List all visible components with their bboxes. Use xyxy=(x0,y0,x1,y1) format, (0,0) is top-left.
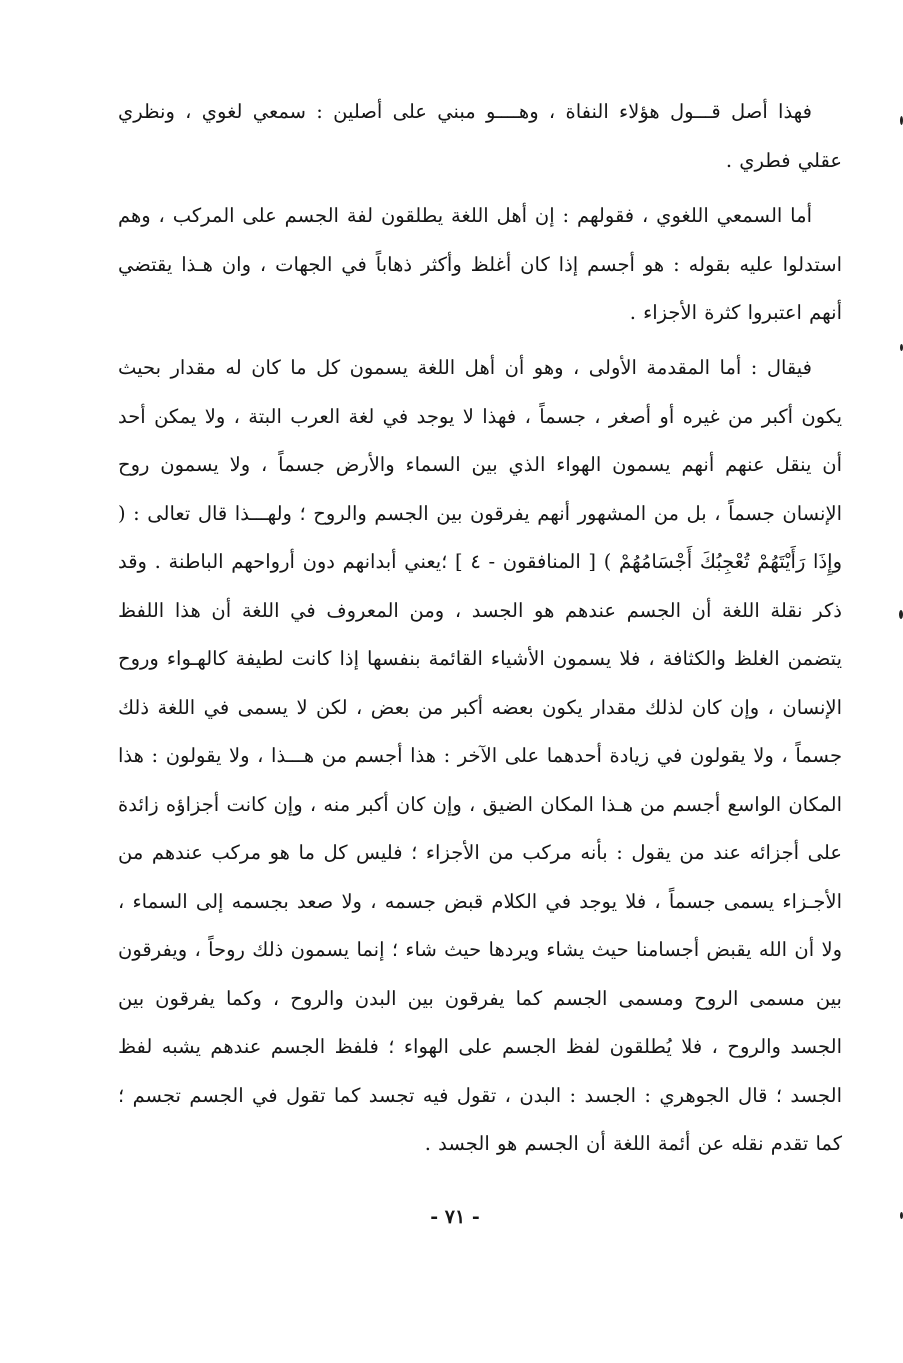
paragraph-2 xyxy=(118,192,842,338)
paragraph-text: فيقال : أما المقدمة الأولى ، وهو أن أهل اللغة يسمون كل ما كان له مقدار بحيث يكون أكبر من غيره أو أصغر ، جسماً ، فهذا لا يوجد في لغة العرب البتة ، ولا يمكن أحد أن ينقل عنهم أنهم يسمون الهواء الذي بين السماء والأرض جسماً ، ولا يسمون روح الإنسان جسماً ، بل من المشهور أنهم يفرقون بين الجسم والروح ؛ ولهـــذا قال تعالى : ( وإِذَا رَأَيْتَهُمْ تُعْجِبُكَ أَجْسَامُهُمْ ) [ المنافقون - ٤ ] ؛يعني أبدانهم دون أرواحهم الباطنة . وقد ذكر نقلة اللغة أن الجسم عندهم هو الجسد ، ومن المعروف في اللغة أن هذا اللفظ يتضمن الغلظ والكثافة ، فلا يسمون الأشياء القائمة بنفسها إذا كانت لطيفة كالهـواء وروح الإنسان ، وإن كان لذلك مقدار يكون بعضه أكبر من بعض ، لكن لا يسمى في اللغة ذلك جسماً ، ولا يقولون في زيادة أحدهما على الآخر : هذا أجسم من هـــذا ، ولا يقولون : هذا المكان الواسع أجسم من هـذا المكان الضيق ، وإن كان أكبر منه ، وإن كانت أجزاؤه زائدة على أجزائه عند من يقول : بأنه مركب من الأجزاء ؛ فليس كل ما هو مركب عندهم من الأجـزاء يسمى جسماً ، فلا يوجد في الكلام قبض جسمه ، ولا صعد بجسمه إلى السماء ، ولا أن الله يقبض أجسامنا حيث يشاء ويردها حيث شاء ؛ إنما يسمون ذلك روحاً ، ويفرقون بين مسمى الروح ومسمى الجسم كما يفرقون بين البدن والروح ، وكما يفرقون بين الجسد والروح ، فلا يُطلقون لفظ الجسم على الهواء ؛ فلفظ الجسم عندهم يشبه لفظ الجسد ؛ قال الجوهري : الجسد : البدن ، تقول فيه تجسد كما تقول في الجسم تجسم ؛ كما تقدم نقله عن أئمة اللغة أن الجسم هو الجسد . xyxy=(118,356,842,1155)
paragraph-text: أما السمعي اللغوي ، فقولهم : إن أهل اللغة يطلقون لفة الجسم على المركب ، وهم استدلوا عليه بقوله : هو أجسم إذا كان أغلظ وأكثر ذهاباً في الجهات ، وان هـذا يقتضي أنهم اعتبروا كثرة الأجزاء . xyxy=(118,204,842,324)
paragraph-text: فهذا أصل قـــول هؤلاء النفاة ، وهــــو مبني على أصلين : سمعي لغوي ، ونظري عقلي فطري . xyxy=(118,100,842,172)
paragraph-3 xyxy=(118,344,842,1169)
page-number: - ٧١ - xyxy=(430,1206,480,1228)
paragraph-1 xyxy=(118,88,842,185)
scan-edge-mark xyxy=(899,610,903,619)
